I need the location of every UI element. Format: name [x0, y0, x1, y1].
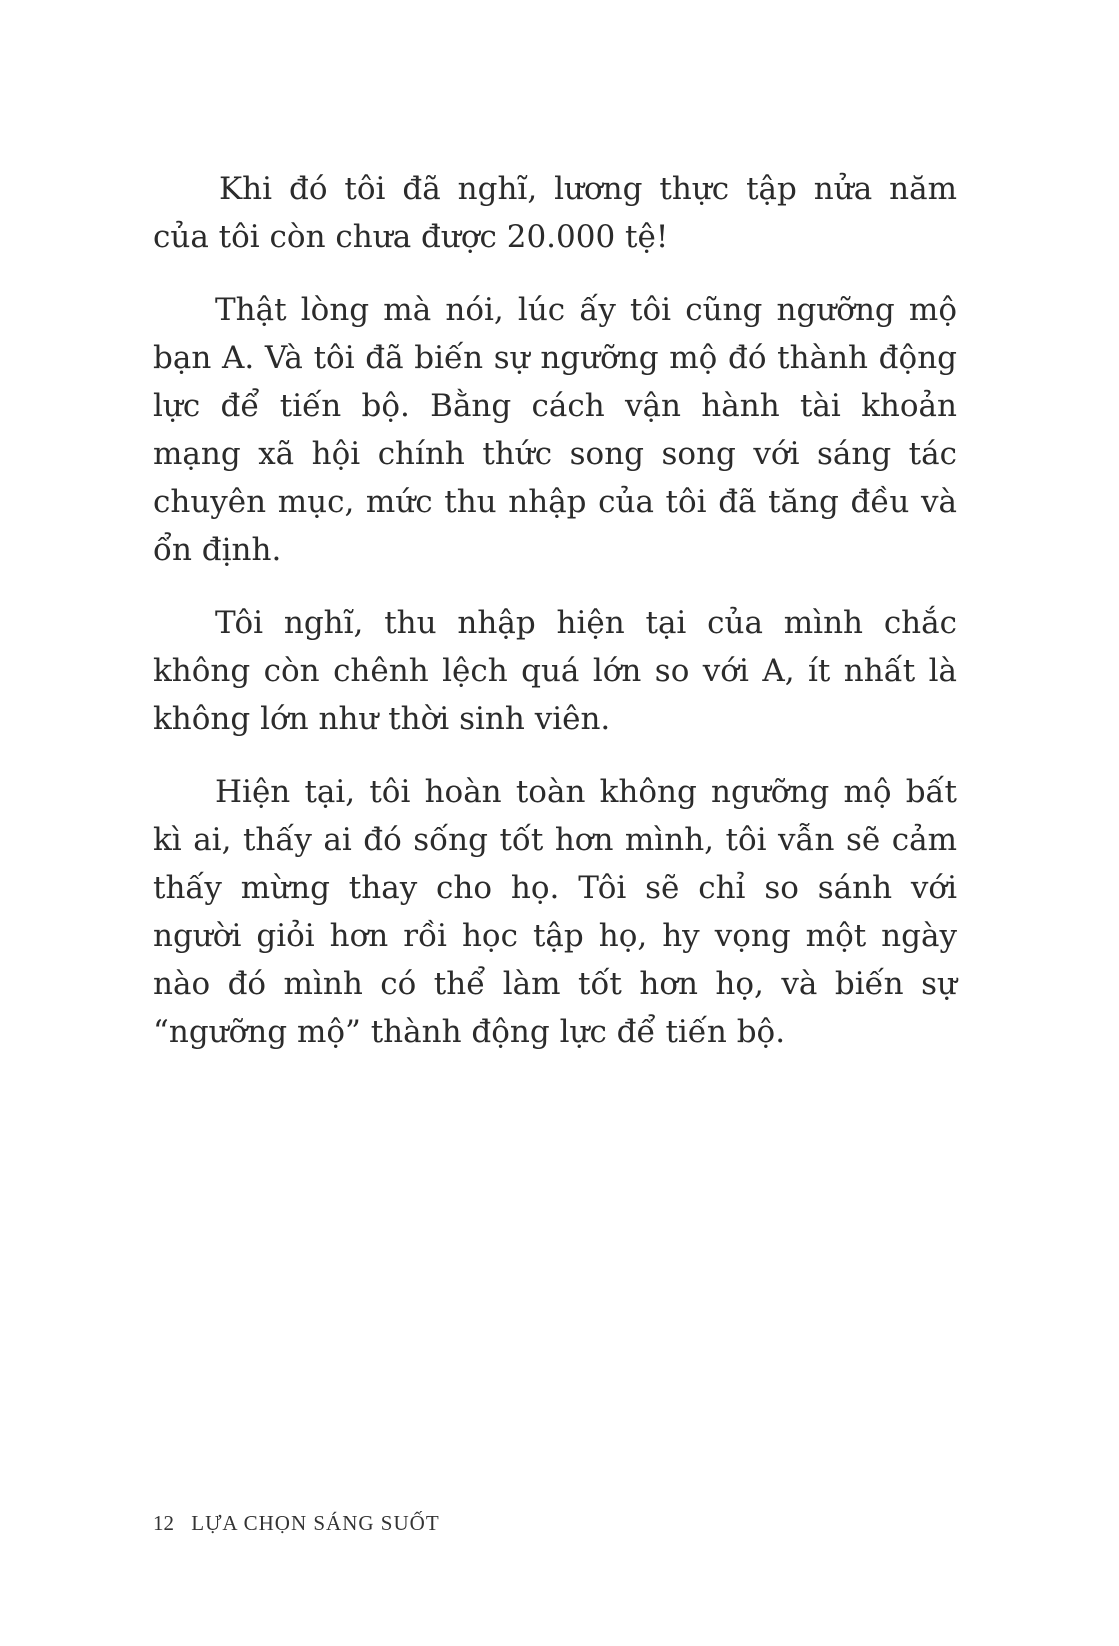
running-title: LỰA CHỌN SÁNG SUỐT — [191, 1511, 440, 1535]
page-number: 12 — [153, 1511, 174, 1535]
paragraph: Khi đó tôi đã nghĩ, lương thực tập nửa năm của tôi còn chưa được 20.000 tệ! — [153, 171, 957, 255]
paragraph: Tôi nghĩ, thu nhập hiện tại của mình chắc không còn chênh lệch quá lớn so với A, ít nhất là không lớn như thời sinh viên. — [153, 605, 957, 737]
paragraph: Hiện tại, tôi hoàn toàn không ngưỡng mộ bất kì ai, thấy ai đó sống tốt hơn mình, tôi vẫn sẽ cảm thấy mừng thay cho họ. Tôi sẽ chỉ so sánh với người giỏi hơn rồi học tập họ, hy vọng một ngày nào đó mình có thể làm tốt hơn họ, và biến sự “ngưỡng mộ” thành động lực để tiến bộ. — [153, 774, 957, 1050]
page-footer — [153, 1509, 440, 1537]
body-text — [153, 165, 957, 1081]
paragraph: Thật lòng mà nói, lúc ấy tôi cũng ngưỡng mộ bạn A. Và tôi đã biến sự ngưỡng mộ đó thành động lực để tiến bộ. Bằng cách vận hành tài khoản mạng xã hội chính thức song song với sáng tác chuyên mục, mức thu nhập của tôi đã tăng đều và ổn định. — [153, 292, 957, 568]
